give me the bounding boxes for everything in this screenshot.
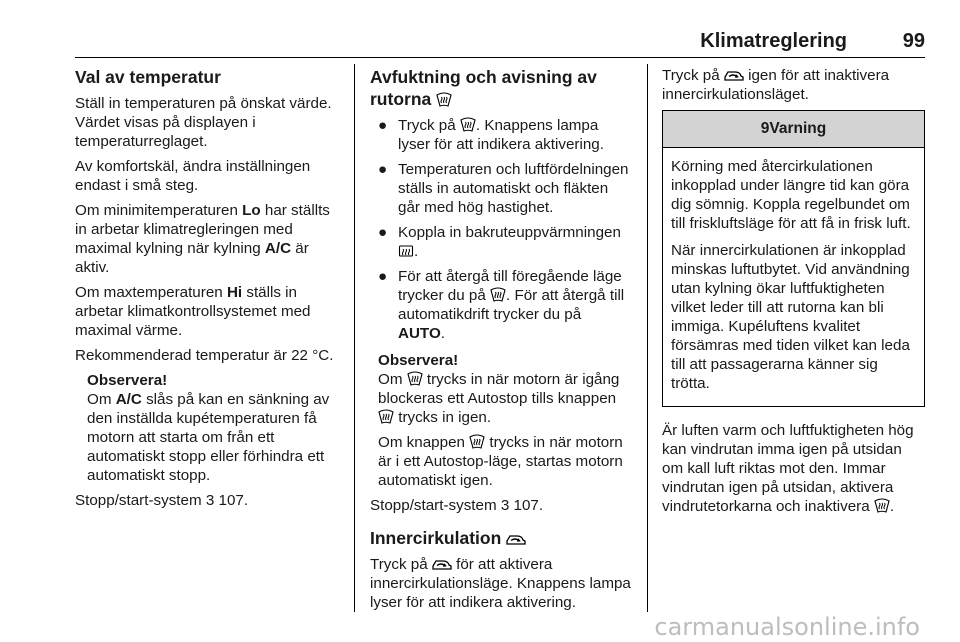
note-title: Observera!: [87, 372, 168, 389]
instruction-list: [370, 116, 632, 343]
bullet-icon: ●: [378, 268, 388, 285]
cross-reference[interactable]: Stopp/start-system 3 107.: [75, 492, 249, 509]
paragraph: Om maxtemperaturen Hi ställs in arbetar klimatkontrollsystemet med maximal värme.: [75, 284, 311, 339]
defrost-icon: [469, 434, 485, 449]
note-block: [370, 351, 632, 490]
header-rule: [75, 57, 925, 58]
defrost-icon: [378, 409, 394, 424]
bullet-icon: ●: [378, 161, 388, 178]
warning-box: [662, 110, 925, 407]
paragraph: Ställ in temperaturen på önskat värde. Värdet visas på displayen i temperaturreglaget.: [75, 95, 332, 150]
list-item: ● Tryck på . Knappens lampa lyser för att indikera aktivering.: [378, 117, 604, 153]
paragraph: Är luften varm och luftfuktigheten hög kan vindrutan imma igen på utsidan om kall luft riktas mot den. Immar vindrutan igen på utsidan, aktivera vindrutetorkarna och inaktivera .: [662, 422, 914, 515]
section-heading-defrost: Avfuktning och avisning av rutorna: [370, 67, 597, 109]
defrost-icon: [874, 498, 890, 513]
recirculation-icon: [432, 556, 452, 571]
warning-title: Varning: [769, 120, 827, 137]
section-heading-recirculation: Innercirkulation: [370, 527, 632, 549]
list-item: ● Koppla in bakruteuppvärmningen .: [378, 224, 621, 260]
bullet-icon: ●: [378, 224, 388, 241]
arrow-icon: 3: [205, 492, 215, 509]
warning-header: [663, 111, 924, 148]
column-2: [370, 66, 632, 618]
column-divider-1: [354, 64, 355, 612]
section-heading-temperature: Val av temperatur: [75, 67, 221, 87]
list-item: ● Temperaturen och luftfördelningen ställs in automatiskt och fläkten går med hög hastighet.: [378, 161, 629, 216]
defrost-icon: [460, 117, 476, 132]
defrost-icon: [490, 287, 506, 302]
page-header: [75, 27, 925, 55]
paragraph: Tryck på för att aktivera innercirkulationsläge. Knappens lampa lyser för att indikera aktivering.: [370, 556, 631, 611]
defrost-icon: [436, 92, 452, 107]
note-title: Observera!: [378, 352, 459, 369]
recirculation-icon: [724, 67, 744, 82]
recirculation-icon: [506, 531, 526, 546]
label-auto: AUTO: [398, 325, 441, 342]
note-text: Om knappen trycks in när motorn är i ett Autostop-läge, startas motorn automatiskt igen.: [378, 434, 623, 489]
note-text: Om trycks in när motorn är igång blockeras ett Autostop tills knappen trycks in igen.: [378, 371, 620, 426]
note-text: Om A/C slås på kan en sänkning av den inställda kupétemperaturen få motorn att starta om från ett automatiskt stopp eller förhindra ett automatiskt stopp.: [87, 391, 330, 484]
defrost-icon: [407, 371, 423, 386]
rear-window-heater-icon: [398, 244, 414, 258]
watermark-text: carmanualsonline.info: [654, 613, 920, 641]
column-3: [662, 66, 925, 522]
label-hi: Hi: [226, 284, 243, 301]
column-1: [75, 66, 343, 516]
paragraph: Om minimitemperaturen Lo har ställts in arbetar klimatregleringen med maximal kylning när kylning A/C är aktiv.: [75, 202, 330, 276]
list-item: ● För att återgå till föregående läge trycker du på . För att återgå till automatikdrift trycker du på AUTO.: [378, 268, 625, 342]
column-divider-2: [647, 64, 648, 612]
warning-text: När innercirkulationen är inkopplad minskas luftutbytet. Vid användning utan kylning ökar luftfuktigheten vilket leder till att rutorna kan bli immiga. Kupéluftens kvalitet försämras med tiden vilket kan leda till att passagerarna känner sig trötta.: [671, 242, 910, 392]
paragraph: Rekommenderad temperatur är 22 °C.: [75, 347, 334, 364]
label-ac: A/C: [264, 240, 292, 257]
label-lo: Lo: [242, 202, 261, 219]
arrow-icon: 3: [500, 497, 510, 514]
paragraph: Tryck på igen för att inaktivera innercirkulationsläget.: [662, 67, 890, 103]
warning-triangle-icon: 9: [760, 120, 770, 137]
bullet-icon: ●: [378, 117, 388, 134]
cross-reference[interactable]: Stopp/start-system 3 107.: [370, 497, 544, 514]
chapter-title: Klimatreglering: [700, 30, 847, 52]
warning-body: [663, 148, 924, 406]
warning-text: Körning med återcirkulationen inkopplad under längre tid kan göra dig sömnig. Koppla regelbundet om till friskluftsläge för att få in frisk luft.: [671, 158, 911, 232]
page-number: 99: [902, 30, 925, 52]
paragraph: Av komfortskäl, ändra inställningen endast i små steg.: [75, 158, 311, 194]
note-block: [75, 371, 343, 485]
